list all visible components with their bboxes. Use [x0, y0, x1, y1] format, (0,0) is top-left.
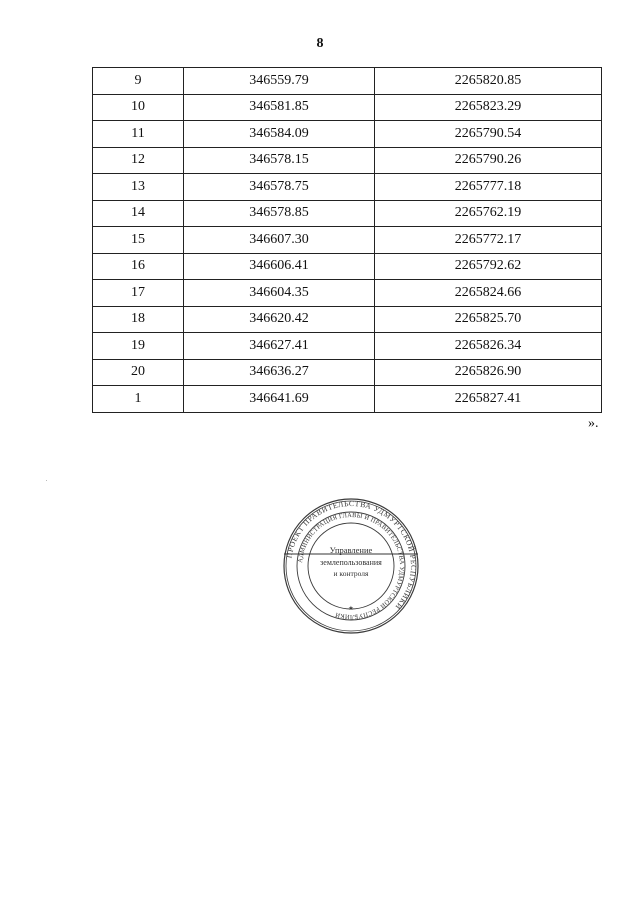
point-number-cell: 10 [93, 94, 184, 121]
seal-inner-ring-text: АДМИНИСТРАЦИЯ ГЛАВЫ И ПРАВИТЕЛЬСТВА УДМУРТСКОЙ РЕСПУБЛИКИ [297, 511, 406, 621]
table-row [93, 333, 602, 360]
x-coordinate-cell: 346578.85 [184, 200, 375, 227]
margin-speck [46, 480, 47, 481]
x-coordinate-cell: 346606.41 [184, 253, 375, 280]
x-coordinate-cell: 346604.35 [184, 280, 375, 307]
x-coordinate-cell: 346559.79 [184, 68, 375, 95]
coordinates-table-body [93, 68, 602, 413]
point-number-cell: 9 [93, 68, 184, 95]
seal-center-line-1: Управление [329, 545, 373, 555]
x-coordinate-cell: 346636.27 [184, 359, 375, 386]
point-number-cell: 16 [93, 253, 184, 280]
table-row [93, 200, 602, 227]
point-number-cell: 15 [93, 227, 184, 254]
table-row [93, 174, 602, 201]
y-coordinate-cell: 2265824.66 [375, 280, 602, 307]
table-row [93, 94, 602, 121]
seal-outer-ring-text: ПРОЕКТ ПРАВИТЕЛЬСТВА УДМУРТСКОЙ РЕСПУБЛИКИ [284, 498, 419, 612]
table-row [93, 121, 602, 148]
seal-center-line-3: и контроля [333, 569, 369, 578]
table-row [93, 227, 602, 254]
point-number-cell: 1 [93, 386, 184, 413]
table-row [93, 280, 602, 307]
point-number-cell: 17 [93, 280, 184, 307]
table-row [93, 147, 602, 174]
x-coordinate-cell: 346641.69 [184, 386, 375, 413]
y-coordinate-cell: 2265826.90 [375, 359, 602, 386]
point-number-cell: 18 [93, 306, 184, 333]
x-coordinate-cell: 346607.30 [184, 227, 375, 254]
seal-star-glyph: ★ [348, 605, 354, 612]
table-row [93, 359, 602, 386]
y-coordinate-cell: 2265772.17 [375, 227, 602, 254]
seal-center-line-2: землепользования [320, 558, 382, 567]
y-coordinate-cell: 2265825.70 [375, 306, 602, 333]
y-coordinate-cell: 2265777.18 [375, 174, 602, 201]
y-coordinate-cell: 2265792.62 [375, 253, 602, 280]
y-coordinate-cell: 2265823.29 [375, 94, 602, 121]
x-coordinate-cell: 346578.75 [184, 174, 375, 201]
y-coordinate-cell: 2265762.19 [375, 200, 602, 227]
point-number-cell: 19 [93, 333, 184, 360]
official-seal-stamp [282, 497, 420, 635]
x-coordinate-cell: 346620.42 [184, 306, 375, 333]
y-coordinate-cell: 2265790.26 [375, 147, 602, 174]
y-coordinate-cell: 2265790.54 [375, 121, 602, 148]
table-row [93, 253, 602, 280]
closing-quote-mark: ». [588, 416, 599, 431]
point-number-cell: 14 [93, 200, 184, 227]
x-coordinate-cell: 346581.85 [184, 94, 375, 121]
table-row [93, 68, 602, 95]
y-coordinate-cell: 2265820.85 [375, 68, 602, 95]
coordinates-table [92, 67, 602, 413]
page-number: 8 [316, 36, 324, 51]
point-number-cell: 13 [93, 174, 184, 201]
x-coordinate-cell: 346584.09 [184, 121, 375, 148]
x-coordinate-cell: 346627.41 [184, 333, 375, 360]
point-number-cell: 12 [93, 147, 184, 174]
x-coordinate-cell: 346578.15 [184, 147, 375, 174]
point-number-cell: 20 [93, 359, 184, 386]
point-number-cell: 11 [93, 121, 184, 148]
table-row [93, 386, 602, 413]
y-coordinate-cell: 2265827.41 [375, 386, 602, 413]
y-coordinate-cell: 2265826.34 [375, 333, 602, 360]
table-row [93, 306, 602, 333]
